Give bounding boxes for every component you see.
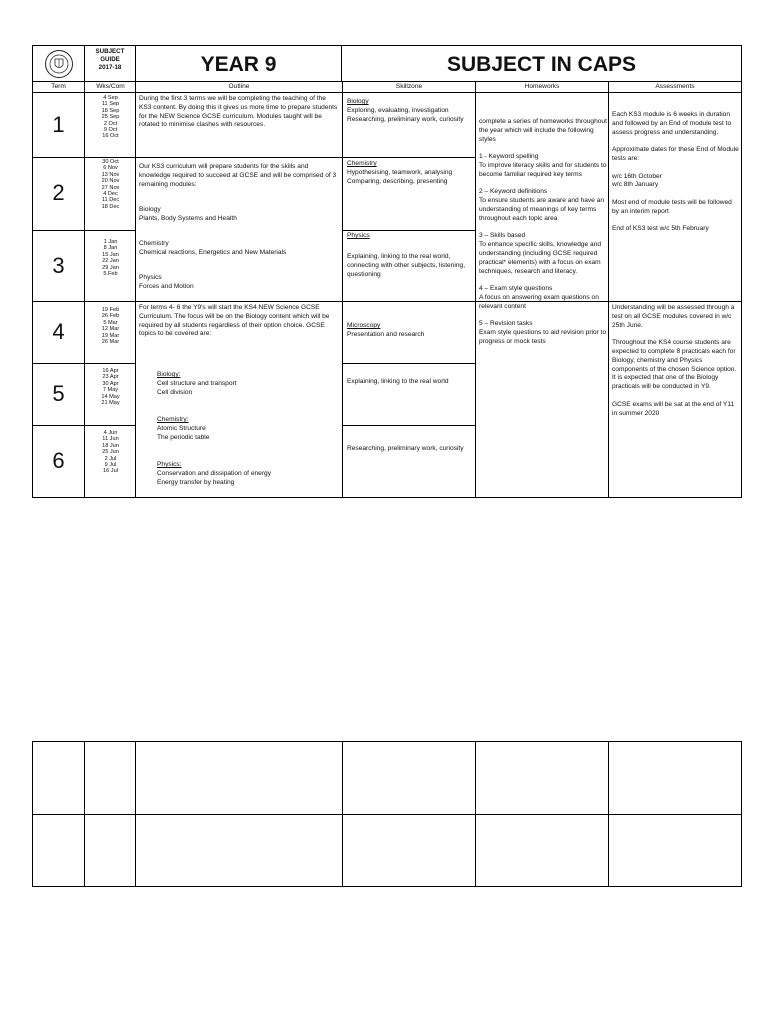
col-term: Term — [51, 83, 66, 90]
skill-microscopy-text: Presentation and research — [347, 331, 425, 338]
week-list: 19 Feb 26 Feb 5 Mar 12 Mar 19 Mar 26 Mar — [101, 307, 120, 346]
week-list: 1 Jan 8 Jan 15 Jan 22 Jan 29 Jan 5 Feb — [102, 239, 119, 278]
assessments-ks3: Each KS3 module is 6 weeks in duration and followed by an End of module test to assess progress and understanding. Approximate dates for these End of Module tests are: w/c 16th October w/c 8th January Most end of module tests will be followed by an interim report End of KS3 test w/c 5th February — [612, 111, 739, 233]
gcse-biology-heading: Biology: — [157, 371, 181, 378]
skill-biology-heading: Biology — [347, 98, 369, 105]
homeworks-text: complete a series of homeworks throughout the year which will include the following styles 1 - Keyword spelling To improve literacy skills and for students to become familiar required key terms 2 – Keyword definitions To ensure students are aware and have an understanding of meanings of key terms throughout each topic area 3 – Skills based To enhance specific skills, knowledge and understanding (including GCSE required practical* elements) with a focus on exam techniques, research and literacy. 4 – Exam style questions A focus on answering exam questions on relevant content 5 – Revision tasks Exam style questions to aid revision prior to progress or mock tests — [479, 118, 607, 345]
assessments-ks4: Understanding will be assessed through a test on all GCSE modules covered in w/c 25th June. Throughout the KS4 course students are expected to complete 8 practicals each for Biology, chemistry and Physics components of the chosen Science option. It is expected that one of the Biology practicals will be conducted in Y9. GCSE exams will be sat at the end of Y11 in summer 2020 — [612, 304, 737, 417]
year-title: YEAR 9 — [136, 46, 342, 81]
week-list: 16 Apr 23 Apr 30 Apr 7 May 14 May 21 May — [101, 368, 120, 407]
skill-biology-text: Exploring, evaluating, investigation Researching, preliminary work, curiosity — [347, 107, 464, 123]
skill-physics-heading: Physics — [347, 232, 370, 239]
col-skillzone: Skillzone — [395, 83, 423, 90]
subject-title: SUBJECT IN CAPS — [446, 53, 637, 76]
guide-line-1: SUBJECT — [95, 48, 125, 55]
skill-chemistry-text: Hypothesising, teamwork, analysing Comparing, describing, presenting — [347, 169, 453, 185]
school-logo — [33, 46, 85, 81]
skill-chemistry-heading: Chemistry — [347, 160, 377, 167]
subject-guide-label — [85, 46, 136, 81]
school-crest-icon — [44, 49, 74, 79]
col-homeworks: Homeworks — [524, 83, 560, 90]
week-list: 30 Oct 6 Nov 13 Nov 20 Nov 27 Nov 4 Dec 11 Dec 18 Dec — [101, 159, 120, 210]
guide-line-2: GUIDE — [100, 56, 120, 63]
blank-table — [32, 741, 742, 887]
outline-ks3-modules: Our KS3 curriculum will prepare students for the skills and knowledge required to succeed at GCSE and will be comprised of 3 remaining modules: — [139, 163, 337, 188]
term-number: 3 — [52, 253, 65, 278]
outline-biology: Biology Plants, Body Systems and Health — [139, 206, 237, 222]
col-weeks: Wks/Com — [96, 83, 125, 90]
week-list: 4 Sep 11 Sep 18 Sep 25 Sep 2 Oct 9 Oct 16 Oct — [101, 95, 120, 140]
curriculum-table — [32, 82, 742, 498]
outline-ks3-intro: During the first 3 terms we will be completing the teaching of the KS3 content. By doing this it gives us more time to prepare students for the NEW Science GCSE curriculum. Modules taught will be rotated to minimise clashes with resources. — [139, 95, 338, 129]
skill-physics-text: Explaining, linking to the real world, connecting with other subjects, listening, questioning — [347, 253, 466, 278]
term-number: 2 — [52, 180, 65, 205]
term-number: 4 — [52, 319, 65, 344]
col-outline: Outline — [228, 83, 250, 90]
skill-term6-text: Researching, preliminary work, curiosity — [347, 445, 464, 452]
outline-physics: Physics Forces and Motion — [139, 274, 194, 290]
outline-chemistry: Chemistry Chemical reactions, Energetics and New Materials — [139, 240, 287, 256]
gcse-chemistry-topics: Atomic Structure The periodic table — [157, 425, 210, 441]
header-table — [32, 45, 742, 82]
outline-ks4-intro: For terms 4- 6 the Y9's will start the KS4 NEW Science GCSE Curriculum. The focus will be on the Biology content which will be required by all students regardless of their option choice. GCSE topics to be covered are: — [139, 304, 330, 338]
term-number: 6 — [52, 448, 65, 473]
skill-term5-text: Explaining, linking to the real world — [347, 378, 449, 385]
gcse-biology-topics: Cell structure and transport Cell division — [157, 380, 237, 396]
term-number: 1 — [52, 112, 65, 137]
week-list: 4 Jun 11 Jun 18 Jun 25 Jun 2 Jul 9 Jul 16 Jul — [102, 430, 119, 475]
gcse-chemistry-heading: Chemistry: — [157, 416, 189, 423]
gcse-physics-heading: Physics: — [157, 461, 182, 468]
col-assessments: Assessments — [655, 83, 695, 90]
gcse-physics-topics: Conservation and dissipation of energy Energy transfer by heating — [157, 470, 271, 486]
guide-year: 2017-18 — [98, 64, 122, 71]
skill-microscopy-heading: Microscopy — [347, 322, 381, 329]
term-number: 5 — [52, 381, 65, 406]
